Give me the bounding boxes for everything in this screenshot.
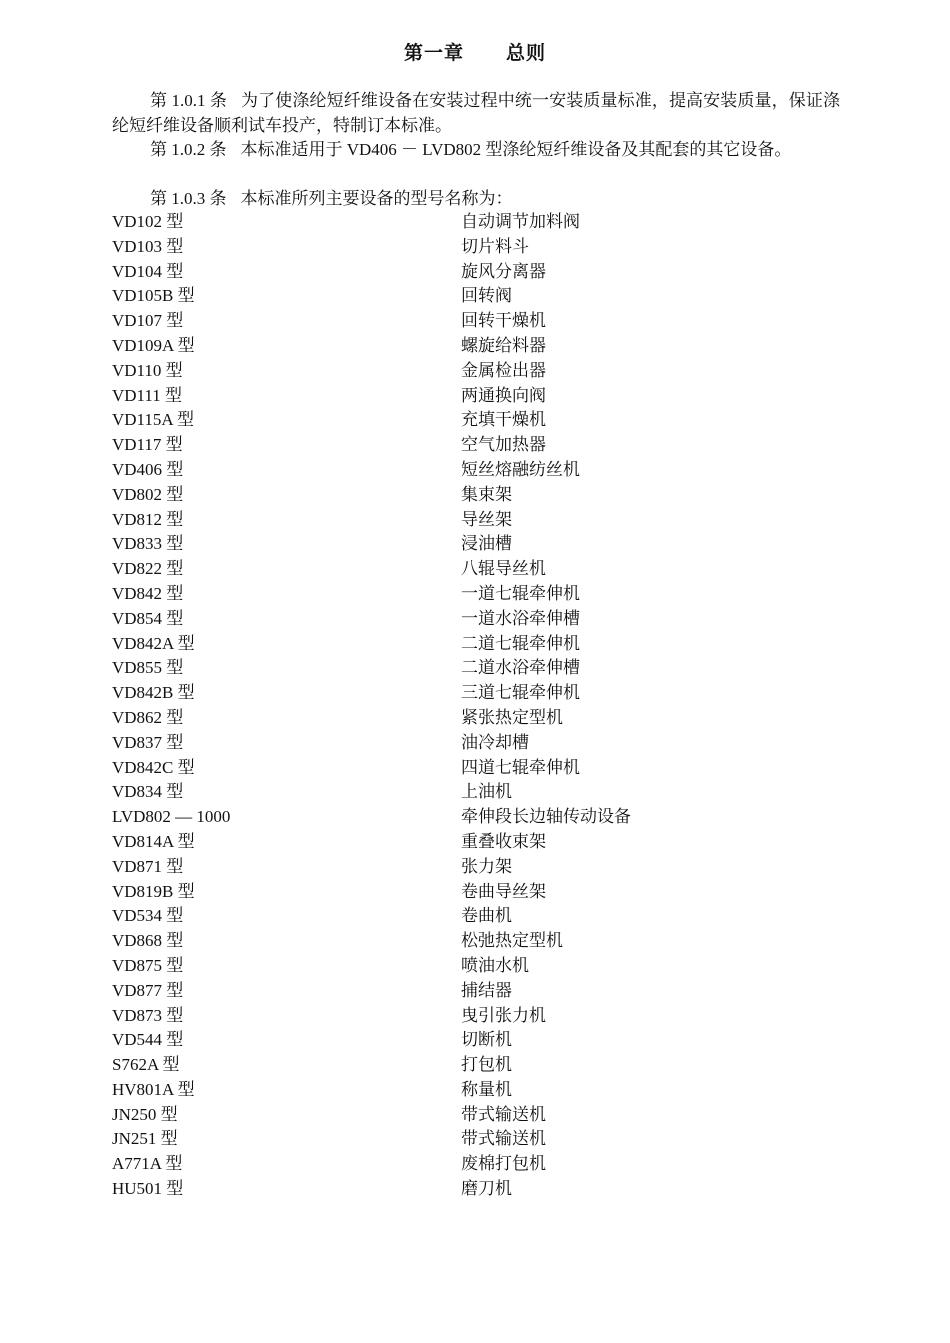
list-item (112, 210, 840, 235)
equipment-model: VD868 型 (112, 931, 184, 951)
equipment-name: 称量机 (461, 1079, 512, 1099)
equipment-name: 回转阀 (461, 286, 512, 306)
equipment-name: 紧张热定型机 (461, 707, 563, 727)
list-item (112, 855, 840, 880)
equipment-model: S762A 型 (112, 1055, 180, 1075)
equipment-name: 二道水浴牵伸槽 (461, 658, 580, 678)
clause-text: 本标准所列主要设备的型号名称为： (240, 189, 513, 208)
equipment-model: A771A 型 (112, 1154, 183, 1174)
list-item (112, 681, 840, 706)
list-item (112, 359, 840, 384)
equipment-model: VD877 型 (112, 980, 184, 1000)
clause-number: 第 1.0.2 条 (150, 140, 227, 159)
equipment-model: VD111 型 (112, 385, 183, 405)
list-item (112, 384, 840, 409)
equipment-model: VD875 型 (112, 955, 184, 975)
clause-number: 第 1.0.3 条 (150, 189, 227, 208)
equipment-name: 上油机 (461, 782, 512, 802)
equipment-name: 导丝架 (461, 509, 512, 529)
list-item (112, 1127, 840, 1152)
equipment-model: VD834 型 (112, 782, 184, 802)
equipment-model: VD117 型 (112, 435, 183, 455)
equipment-model: VD855 型 (112, 658, 184, 678)
list-item (112, 532, 840, 557)
equipment-model: VD837 型 (112, 732, 184, 752)
list-item (112, 1004, 840, 1029)
equipment-model: VD871 型 (112, 856, 184, 876)
equipment-name: 一道七辊牵伸机 (461, 583, 580, 603)
equipment-name: 集束架 (461, 484, 512, 504)
equipment-name: 磨刀机 (461, 1179, 512, 1199)
clause-text: 本标准适用于 VD406 － LVD802 型涤纶短纤维设备及其配套的其它设备。 (240, 140, 792, 159)
list-item (112, 483, 840, 508)
equipment-model: VD103 型 (112, 236, 184, 256)
equipment-model: VD105B 型 (112, 286, 195, 306)
equipment-model: VD862 型 (112, 707, 184, 727)
equipment-model: VD814A 型 (112, 831, 195, 851)
equipment-name: 油冷却槽 (461, 732, 529, 752)
equipment-name: 带式输送机 (461, 1104, 546, 1124)
list-item (112, 780, 840, 805)
equipment-name: 卷曲导丝架 (461, 881, 546, 901)
equipment-name: 废棉打包机 (461, 1154, 546, 1174)
equipment-name: 张力架 (461, 856, 512, 876)
chapter-title: 总则 (506, 42, 547, 64)
list-item (112, 334, 840, 359)
list-item (112, 1177, 840, 1202)
equipment-model: VD842C 型 (112, 757, 195, 777)
equipment-name: 切片料斗 (461, 236, 529, 256)
equipment-name: 空气加热器 (461, 435, 546, 455)
equipment-name: 短丝熔融纺丝机 (461, 459, 580, 479)
list-item (112, 979, 840, 1004)
equipment-model: VD107 型 (112, 311, 184, 331)
equipment-name: 一道水浴牵伸槽 (461, 608, 580, 628)
list-item (112, 731, 840, 756)
equipment-model: VD802 型 (112, 484, 184, 504)
equipment-model: VD812 型 (112, 509, 184, 529)
equipment-model: VD854 型 (112, 608, 184, 628)
list-item (112, 904, 840, 929)
equipment-list (112, 210, 840, 1202)
list-item (112, 706, 840, 731)
equipment-model: VD104 型 (112, 261, 184, 281)
list-item (112, 880, 840, 905)
equipment-model: HV801A 型 (112, 1079, 195, 1099)
clause-text: 为了使涤纶短纤维设备在安装过程中统一安装质量标准，提高安装质量，保证涤纶短纤维设备顺利试车投产，特制订本标准。 (112, 91, 841, 135)
list-item (112, 1053, 840, 1078)
list-item (112, 309, 840, 334)
list-item (112, 929, 840, 954)
equipment-model: VD822 型 (112, 559, 184, 579)
equipment-model: VD102 型 (112, 212, 184, 231)
list-item (112, 632, 840, 657)
list-item (112, 805, 840, 830)
equipment-model: VD109A 型 (112, 335, 195, 355)
chapter-number: 第一章 (403, 42, 464, 64)
equipment-name: 充填干燥机 (461, 410, 546, 430)
equipment-name: 重叠收束架 (461, 831, 546, 851)
equipment-model: VD833 型 (112, 534, 184, 554)
list-item (112, 433, 840, 458)
equipment-model: VD873 型 (112, 1005, 184, 1025)
list-item (112, 458, 840, 483)
equipment-name: 螺旋给料器 (461, 335, 546, 355)
equipment-model: VD534 型 (112, 906, 184, 926)
equipment-name: 牵伸段长边轴传动设备 (461, 807, 631, 827)
list-item (112, 607, 840, 632)
equipment-name: 三道七辊牵伸机 (461, 683, 580, 703)
list-item (112, 656, 840, 681)
equipment-model: VD115A 型 (112, 410, 195, 430)
equipment-model: VD544 型 (112, 1030, 184, 1050)
list-item (112, 260, 840, 285)
equipment-name: 自动调节加料阀 (461, 212, 580, 231)
list-item (112, 954, 840, 979)
list-item (112, 1028, 840, 1053)
equipment-model: VD842 型 (112, 583, 184, 603)
list-item (112, 408, 840, 433)
equipment-model: JN250 型 (112, 1104, 178, 1124)
list-item (112, 1078, 840, 1103)
equipment-name: 带式输送机 (461, 1129, 546, 1149)
list-item (112, 1103, 840, 1128)
clause-1-0-3 (112, 186, 840, 211)
equipment-name: 卷曲机 (461, 906, 512, 926)
equipment-name: 喷油水机 (461, 955, 529, 975)
clause-1-0-2 (112, 137, 840, 162)
list-item (112, 508, 840, 533)
equipment-name: 曳引张力机 (461, 1005, 546, 1025)
equipment-model: LVD802 — 1000 (112, 807, 231, 827)
equipment-model: VD406 型 (112, 459, 184, 479)
equipment-name: 切断机 (461, 1030, 512, 1050)
equipment-model: VD842A 型 (112, 633, 195, 653)
equipment-model: VD842B 型 (112, 683, 195, 703)
list-item (112, 1152, 840, 1177)
equipment-name: 二道七辊牵伸机 (461, 633, 580, 653)
equipment-model: HU501 型 (112, 1179, 184, 1199)
list-item (112, 557, 840, 582)
equipment-name: 金属检出器 (461, 360, 546, 380)
equipment-name: 松弛热定型机 (461, 931, 563, 951)
equipment-model: JN251 型 (112, 1129, 178, 1149)
equipment-model: VD819B 型 (112, 881, 195, 901)
list-item (112, 582, 840, 607)
equipment-model: VD110 型 (112, 360, 183, 380)
list-item (112, 830, 840, 855)
list-item (112, 284, 840, 309)
clause-number: 第 1.0.1 条 (150, 91, 227, 110)
equipment-name: 旋风分离器 (461, 261, 546, 281)
equipment-name: 两通换向阀 (461, 385, 546, 405)
list-item (112, 756, 840, 781)
equipment-name: 浸油槽 (461, 534, 512, 554)
equipment-name: 八辊导丝机 (461, 559, 546, 579)
equipment-name: 四道七辊牵伸机 (461, 757, 580, 777)
list-item (112, 235, 840, 260)
chapter-heading (0, 38, 950, 65)
equipment-name: 捕结器 (461, 980, 512, 1000)
clause-1-0-1 (112, 88, 840, 138)
equipment-name: 打包机 (461, 1055, 512, 1075)
equipment-name: 回转干燥机 (461, 311, 546, 331)
